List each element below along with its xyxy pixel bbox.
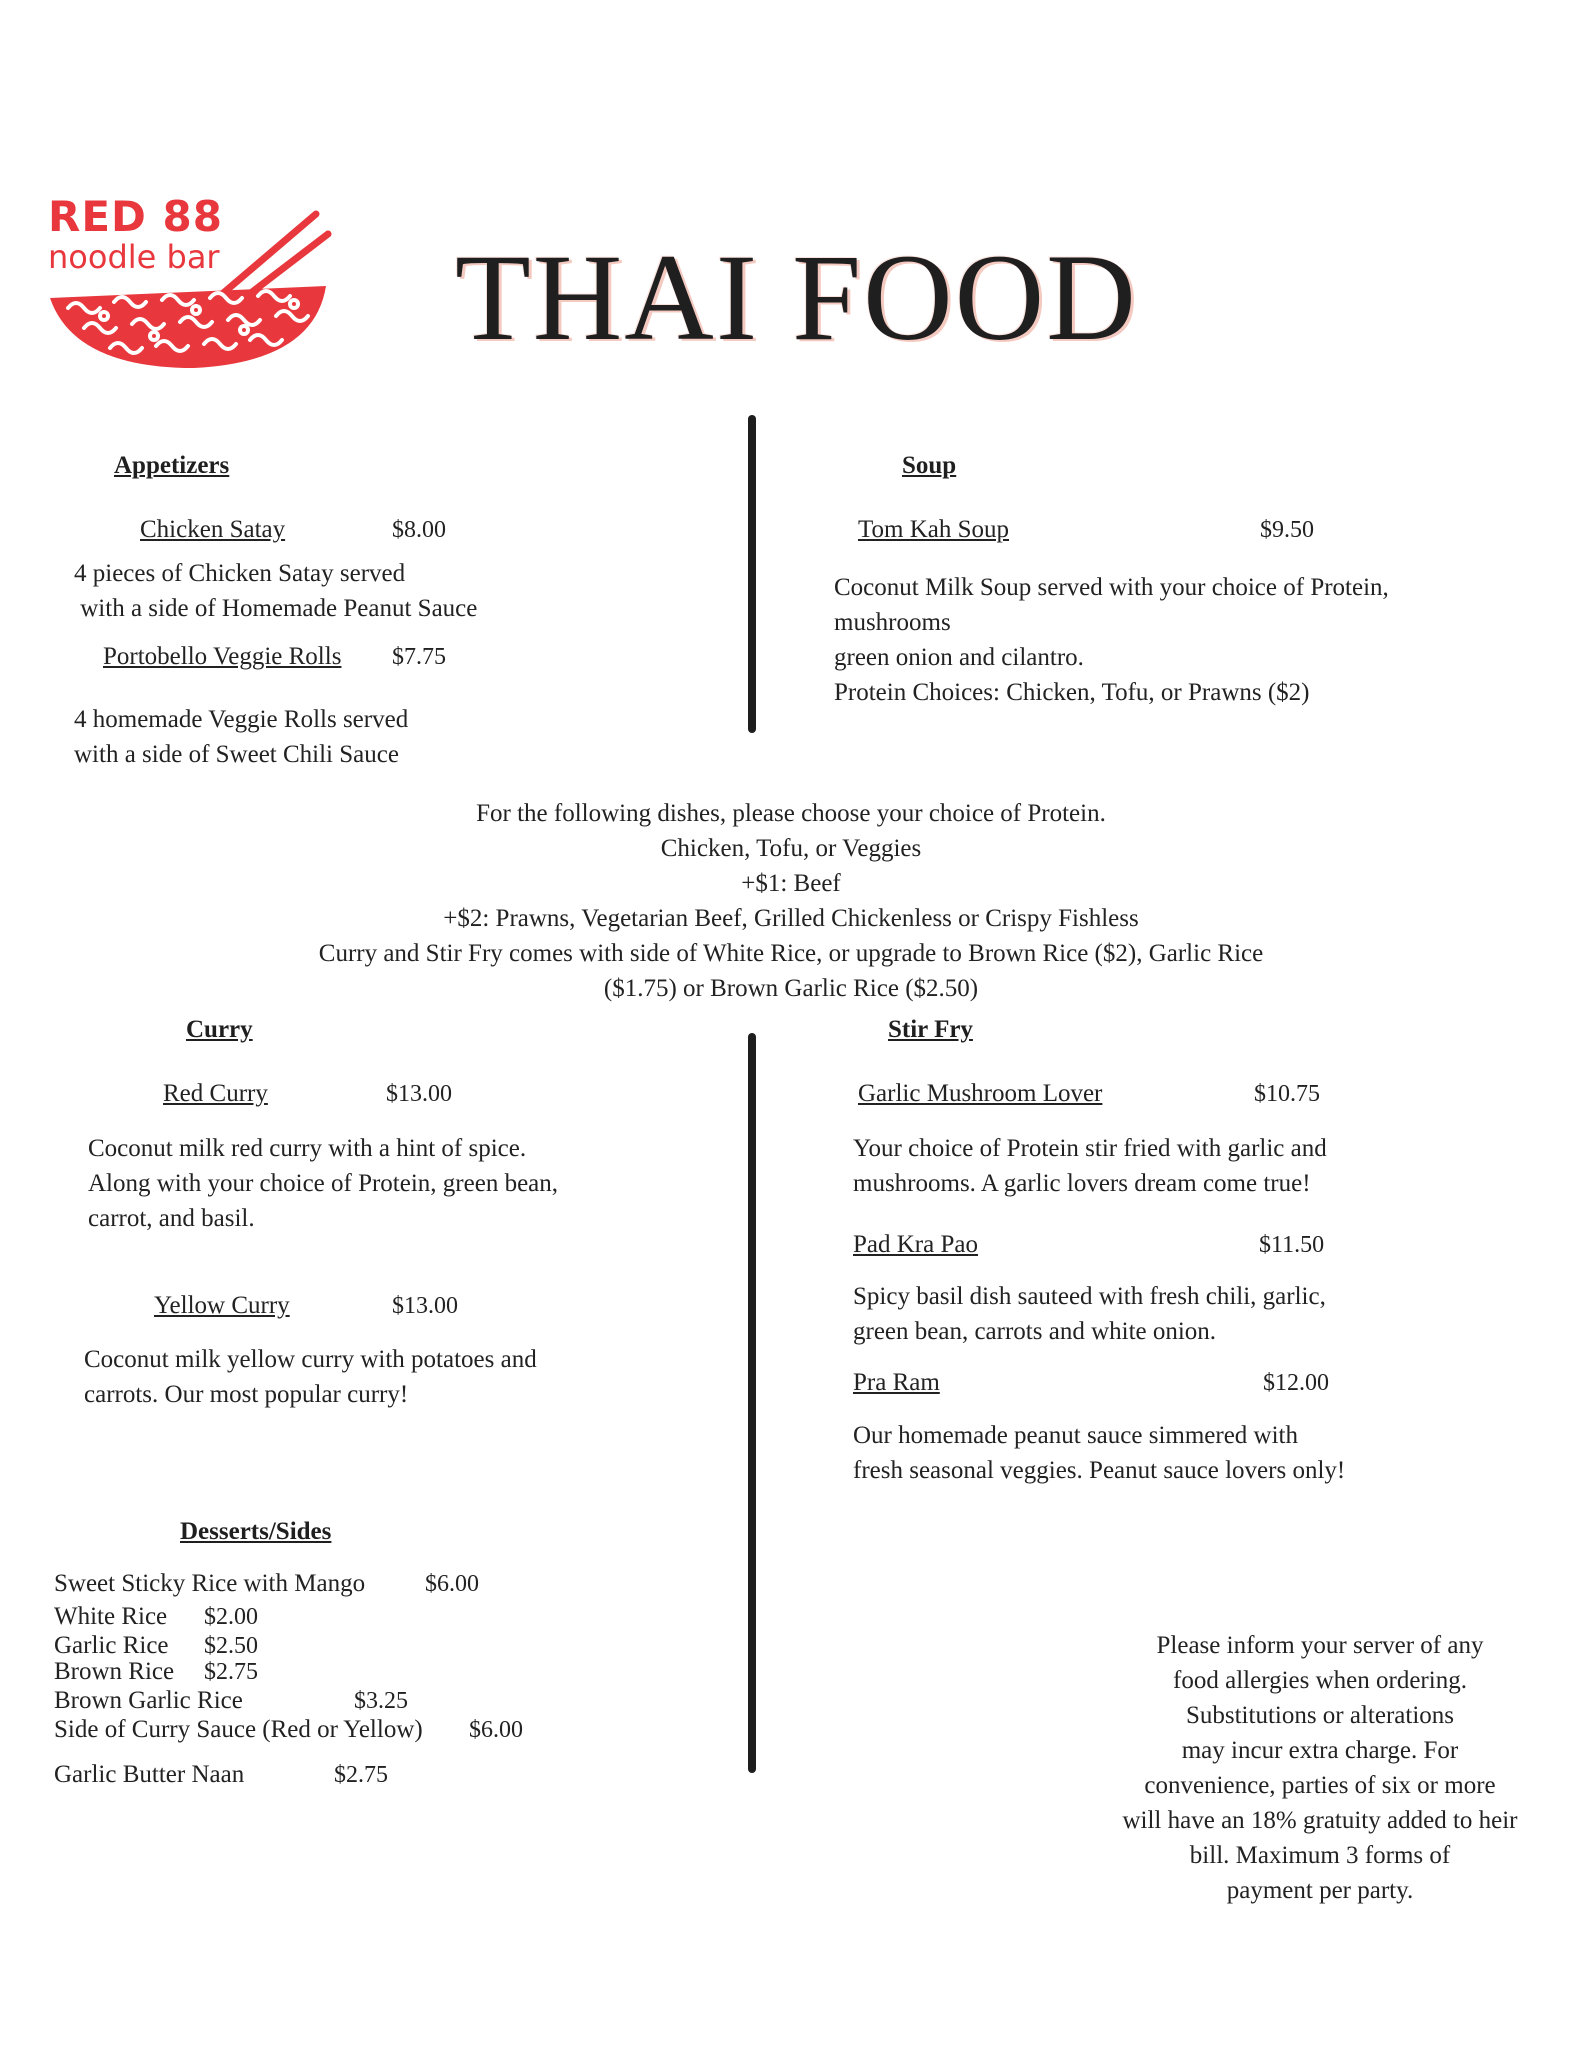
menu-item-price: $13.00 xyxy=(392,1293,458,1319)
menu-item-description: 4 homemade Veggie Rolls served with a side of Sweet Chili Sauce xyxy=(74,706,409,768)
menu-item-description: 4 pieces of Chicken Satay served with a side of Homemade Peanut Sauce xyxy=(74,560,478,622)
side-item-name: Brown Garlic Rice xyxy=(54,1687,243,1714)
allergy-gratuity-notice: Please inform your server of any food allergies when ordering. Substitutions or alterations may incur extra charge. For convenience, parties of six or more will have an 18% gratuity added to heir bill. Maximum 3 forms of payment per party. xyxy=(1122,1632,1518,1904)
soup-heading: Soup xyxy=(902,452,957,479)
column-divider-top xyxy=(748,415,756,733)
side-item-price: $6.00 xyxy=(469,1717,523,1743)
side-item-name: Garlic Butter Naan xyxy=(54,1761,245,1788)
menu-item-price: $7.75 xyxy=(392,644,446,670)
menu-item-price: $13.00 xyxy=(386,1081,452,1107)
protein-info: For the following dishes, please choose your choice of Protein. Chicken, Tofu, or Veggies +$1: Beef +$2: Prawns, Vegetarian Beef, Grilled Chickenless or Crispy Fishless Curry and Stir Fry comes with side of White Rice, or upgrade to Brown Rice ($2), Garlic Rice ($1.75) or Brown Garlic Rice ($2.50) xyxy=(318,800,1264,1002)
appetizers-heading: Appetizers xyxy=(114,452,230,479)
side-item-name: Side of Curry Sauce (Red or Yellow) xyxy=(54,1716,423,1743)
stir-fry-heading: Stir Fry xyxy=(888,1016,973,1043)
menu-item-description: Our homemade peanut sauce simmered with fresh seasonal veggies. Peanut sauce lovers only! xyxy=(853,1422,1346,1484)
column-divider-bottom xyxy=(748,1033,756,1773)
menu-item-description: Coconut milk red curry with a hint of spice. Along with your choice of Protein, green bean, carrot, and basil. xyxy=(88,1135,559,1232)
menu-item-price: $9.50 xyxy=(1260,517,1314,543)
side-item-name: White Rice xyxy=(54,1603,168,1630)
menu-item-name: Portobello Veggie Rolls xyxy=(103,643,342,670)
menu-item-name: Pad Kra Pao xyxy=(853,1231,978,1258)
menu-item-description: Your choice of Protein stir fried with garlic and mushrooms. A garlic lovers dream come true! xyxy=(853,1135,1327,1197)
side-item-price: $2.75 xyxy=(334,1762,388,1788)
menu-item-description: Spicy basil dish sauteed with fresh chili, garlic, green bean, carrots and white onion. xyxy=(853,1283,1326,1345)
menu-item-description: Coconut Milk Soup served with your choice of Protein, mushrooms green onion and cilantro. Protein Choices: Chicken, Tofu, or Prawns ($2) xyxy=(834,574,1389,706)
side-item-price: $2.75 xyxy=(204,1659,258,1685)
menu-item-name: Garlic Mushroom Lover xyxy=(858,1080,1103,1107)
side-item-name: Brown Rice xyxy=(54,1658,175,1685)
menu-item-price: $8.00 xyxy=(392,517,446,543)
side-item-price: $3.25 xyxy=(354,1688,408,1714)
logo-text-noodle-bar: noodle bar xyxy=(48,238,220,276)
side-item-name: Sweet Sticky Rice with Mango xyxy=(54,1570,366,1597)
side-item-price: $6.00 xyxy=(425,1571,479,1597)
menu-item-price: $10.75 xyxy=(1254,1081,1320,1107)
side-item-price: $2.50 xyxy=(204,1633,258,1659)
menu-item-price: $11.50 xyxy=(1259,1232,1325,1258)
side-item-name: Garlic Rice xyxy=(54,1632,169,1659)
menu-item-price: $12.00 xyxy=(1263,1370,1329,1396)
menu-item-name: Pra Ram xyxy=(853,1369,940,1396)
menu-item-name: Tom Kah Soup xyxy=(858,516,1010,543)
page-title: THAI FOOD xyxy=(455,229,1138,366)
menu-item-description: Coconut milk yellow curry with potatoes and carrots. Our most popular curry! xyxy=(84,1346,537,1408)
curry-heading: Curry xyxy=(186,1016,253,1043)
menu-item-name: Red Curry xyxy=(163,1080,268,1107)
menu-item-name: Yellow Curry xyxy=(154,1292,290,1319)
side-item-price: $2.00 xyxy=(204,1604,258,1630)
logo-text-red-88: RED 88 xyxy=(48,192,223,241)
desserts-sides-heading: Desserts/Sides xyxy=(180,1518,332,1545)
menu-item-name: Chicken Satay xyxy=(140,516,286,543)
